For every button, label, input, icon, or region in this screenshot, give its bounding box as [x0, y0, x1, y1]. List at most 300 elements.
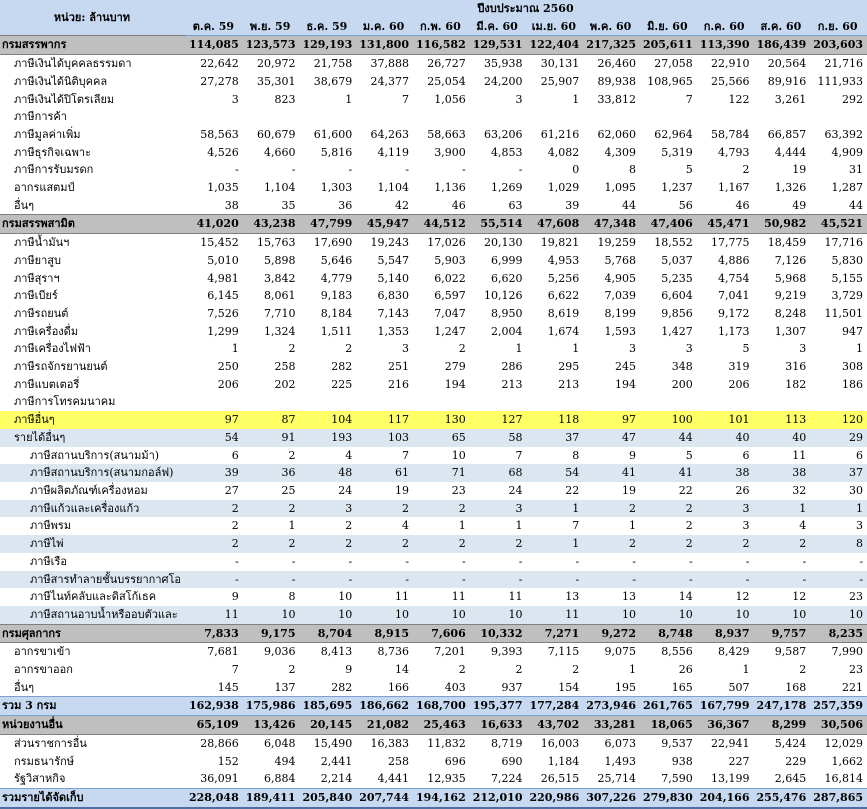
row-label: ภาษีสุราฯ — [14, 271, 60, 285]
value-cell: 6,999 — [491, 253, 523, 267]
table-row — [0, 588, 867, 606]
value-cell: 7 — [572, 519, 580, 533]
value-cell: 186 — [842, 377, 864, 391]
value-cell: 23 — [849, 590, 864, 604]
value-cell: 26 — [678, 663, 693, 677]
value-cell: 2 — [470, 535, 527, 553]
value-cell: 206 — [217, 377, 239, 391]
value-cell: 108,965 — [647, 74, 693, 88]
value-cell: 7,526 — [207, 306, 239, 320]
value-cell: 7,271 — [527, 624, 584, 643]
row-label: กรมสรรพากร — [0, 36, 186, 55]
value-cell: 15,452 — [200, 236, 239, 250]
value-cell: 4,909 — [831, 145, 864, 159]
value-cell: 204,166 — [697, 788, 754, 807]
value-cell: 250 — [217, 360, 239, 374]
unit-label: หน่วย: ล้านบาท — [0, 0, 186, 36]
value-cell: - — [291, 163, 296, 177]
value-cell: 168,700 — [413, 697, 470, 716]
row-label: ภาษีน้ำมันฯ — [14, 236, 70, 250]
value-cell: 7,224 — [491, 772, 523, 786]
value-cell: 8,413 — [320, 645, 353, 659]
value-cell: 129,193 — [300, 36, 357, 55]
row-label: กรมศุลกากร — [0, 624, 186, 643]
row-label: รัฐวิสาหกิจ — [14, 772, 66, 786]
value-cell: 227 — [728, 754, 750, 768]
value-cell: 11 — [186, 606, 243, 624]
month-header: เม.ย. 60 — [527, 18, 584, 36]
value-cell: 168 — [785, 680, 807, 694]
fiscal-year-header: ปีงบประมาณ 2560 — [186, 0, 867, 18]
value-cell: 47,406 — [640, 215, 697, 234]
table-row — [0, 179, 867, 197]
value-cell: 258 — [274, 360, 296, 374]
table-row — [0, 553, 867, 571]
value-cell: 30 — [849, 483, 864, 497]
value-cell: 49 — [792, 198, 807, 212]
month-header: ก.ค. 60 — [697, 18, 754, 36]
value-cell: 206 — [728, 377, 750, 391]
value-cell: 44 — [640, 429, 697, 447]
row-label: อากรขาออก — [14, 663, 73, 677]
value-cell: 5,547 — [377, 253, 409, 267]
value-cell: 292 — [842, 92, 864, 106]
table-row — [0, 55, 867, 73]
value-cell: 4 — [345, 448, 353, 462]
value-cell: 4,905 — [604, 271, 636, 285]
value-cell: 63 — [508, 198, 523, 212]
value-cell: 55,514 — [470, 215, 527, 234]
value-cell: 97 — [583, 411, 640, 429]
header-row-fiscal-year — [0, 0, 867, 18]
value-cell: 130 — [413, 411, 470, 429]
value-cell: - — [632, 554, 636, 568]
value-cell: 19,243 — [370, 236, 409, 250]
value-cell: 4,444 — [774, 145, 807, 159]
value-cell: - — [527, 571, 584, 589]
value-cell: 2 — [288, 448, 296, 462]
value-cell: 11 — [451, 590, 466, 604]
value-cell: 3 — [470, 500, 527, 518]
value-cell: 5,256 — [547, 271, 580, 285]
value-cell: 3,842 — [264, 271, 296, 285]
row-label: รวมรายได้จัดเก็บ — [0, 788, 186, 807]
value-cell — [186, 393, 243, 411]
value-cell: 23 — [849, 663, 864, 677]
value-cell: 44 — [849, 198, 864, 212]
value-cell: 216 — [388, 377, 409, 391]
value-cell: 8,061 — [264, 289, 296, 303]
row-label: ภาษีรถจักรยานยนต์ — [14, 360, 108, 374]
value-cell: 2 — [186, 535, 243, 553]
value-cell: 166 — [388, 680, 409, 694]
value-cell: 41,020 — [186, 215, 243, 234]
value-cell: 2,214 — [320, 772, 353, 786]
value-cell: 5,319 — [661, 145, 693, 159]
value-cell: 7,201 — [434, 645, 466, 659]
value-cell: 8,719 — [491, 736, 523, 750]
table-row — [0, 661, 867, 679]
value-cell: 8,748 — [640, 624, 697, 643]
value-cell: - — [413, 571, 470, 589]
value-cell — [243, 108, 300, 126]
table-row — [0, 571, 867, 589]
value-cell: 1,353 — [377, 324, 409, 338]
value-cell: 71 — [413, 464, 470, 482]
value-cell: 7,590 — [661, 772, 693, 786]
value-cell: 1 — [810, 500, 867, 518]
value-cell: 403 — [444, 680, 466, 694]
table-row — [0, 643, 867, 661]
value-cell: 10 — [754, 606, 811, 624]
value-cell: 5,235 — [661, 271, 693, 285]
month-header: ม.ค. 60 — [356, 18, 413, 36]
value-cell: 152 — [217, 754, 239, 768]
month-header: ก.ย. 60 — [810, 18, 867, 36]
value-cell: 3 — [300, 500, 357, 518]
row-label: ภาษีการโทรคมนาคม — [14, 395, 116, 409]
value-cell: 11 — [395, 590, 409, 604]
value-cell: 11,832 — [427, 736, 466, 750]
value-cell: 123,573 — [243, 36, 300, 55]
value-cell: 5,140 — [377, 271, 409, 285]
value-cell: 207,744 — [356, 788, 413, 807]
value-cell: 13 — [622, 590, 636, 604]
value-cell: 31 — [849, 163, 864, 177]
row-label: ภาษีการค้า — [14, 110, 67, 124]
table-row — [0, 753, 867, 771]
value-cell: 25,907 — [540, 74, 580, 88]
value-cell: 217,325 — [583, 36, 640, 55]
value-cell: 6 — [742, 448, 750, 462]
value-cell: 87 — [243, 411, 300, 429]
value-cell: 205,840 — [300, 788, 357, 807]
month-header: ต.ค. 59 — [186, 18, 243, 36]
value-cell: 18,459 — [767, 236, 807, 250]
value-cell: 228,048 — [186, 788, 243, 807]
value-cell: 8 — [572, 448, 580, 462]
value-cell: 287,865 — [810, 788, 867, 807]
table-row — [0, 126, 867, 144]
value-cell: 37 — [527, 429, 584, 447]
value-cell: 194 — [615, 377, 636, 391]
row-label: ภาษีเครื่องดื่ม — [14, 324, 79, 338]
value-cell: 245 — [615, 360, 636, 374]
value-cell: 1,247 — [434, 324, 466, 338]
value-cell: - — [697, 571, 754, 589]
value-cell: 319 — [728, 360, 750, 374]
value-cell: 27,058 — [654, 57, 693, 71]
value-cell: 938 — [671, 754, 693, 768]
value-cell: 37 — [810, 464, 867, 482]
value-cell — [413, 108, 470, 126]
value-cell: 26,727 — [427, 57, 466, 71]
value-cell: 162,938 — [186, 697, 243, 716]
value-cell: 1,237 — [661, 181, 693, 195]
value-cell — [186, 108, 243, 126]
value-cell: 10 — [451, 448, 466, 462]
value-cell: 41 — [583, 464, 640, 482]
value-cell: 257,359 — [810, 697, 867, 716]
value-cell: 2 — [742, 163, 750, 177]
value-cell: 12 — [735, 590, 750, 604]
row-label: ภาษีแก้วและเครื่องแก้ว — [0, 500, 186, 518]
value-cell: 50,982 — [754, 215, 811, 234]
value-cell: 251 — [388, 360, 409, 374]
value-cell: 5,768 — [604, 253, 636, 267]
value-cell: 113,390 — [697, 36, 754, 55]
value-cell: 194 — [444, 377, 466, 391]
table-row — [0, 482, 867, 500]
value-cell: 38 — [697, 464, 754, 482]
value-cell: 5,424 — [774, 736, 807, 750]
value-cell: 1,427 — [661, 324, 693, 338]
value-cell: 7,047 — [434, 306, 466, 320]
value-cell: 3 — [231, 92, 239, 106]
value-cell: 8,184 — [320, 306, 353, 320]
value-cell: 9,219 — [774, 289, 807, 303]
value-cell: 1 — [345, 92, 353, 106]
value-cell: 255,476 — [754, 788, 811, 807]
value-cell: 1,326 — [774, 181, 807, 195]
value-cell: 6,884 — [264, 772, 296, 786]
value-cell: 4,981 — [207, 271, 239, 285]
value-cell — [810, 108, 867, 126]
value-cell: 12,029 — [824, 736, 864, 750]
row-label: หน่วยงานอื่น — [0, 716, 186, 735]
row-label: กรมสรรพสามิต — [0, 215, 186, 234]
value-cell: 6,604 — [661, 289, 693, 303]
value-cell: 38 — [754, 464, 811, 482]
value-cell: 258 — [388, 754, 409, 768]
row-label: ภาษีแบตเตอรี่ — [14, 377, 80, 391]
value-cell: 7,126 — [774, 253, 807, 267]
row-label: ภาษีอื่นๆ — [0, 411, 186, 429]
value-cell: 9 — [231, 590, 239, 604]
value-cell: 118 — [527, 411, 584, 429]
value-cell: 823 — [274, 92, 296, 106]
value-cell: 47 — [583, 429, 640, 447]
value-cell: 10 — [470, 606, 527, 624]
value-cell: 12,935 — [427, 772, 466, 786]
value-cell: 1,324 — [264, 324, 296, 338]
value-cell: 690 — [501, 754, 523, 768]
month-header: ธ.ค. 59 — [300, 18, 357, 36]
value-cell: 7,833 — [186, 624, 243, 643]
value-cell: 3,261 — [774, 92, 807, 106]
value-cell: 2,441 — [320, 754, 353, 768]
value-cell: 6,022 — [434, 271, 466, 285]
value-cell: 8,248 — [774, 306, 807, 320]
value-cell: 4 — [402, 519, 409, 533]
value-cell: 1,303 — [320, 181, 353, 195]
value-cell: 13,426 — [243, 716, 300, 735]
value-cell: - — [689, 554, 693, 568]
table-row — [0, 323, 867, 341]
value-cell: 11 — [527, 606, 584, 624]
table-row — [0, 376, 867, 394]
value-cell: 2,004 — [491, 324, 523, 338]
value-cell: 33,281 — [583, 716, 640, 735]
value-cell: 696 — [444, 754, 466, 768]
value-cell: 120 — [810, 411, 867, 429]
value-cell: 40 — [754, 429, 811, 447]
value-cell: 3 — [629, 342, 636, 356]
value-cell: 1 — [515, 342, 523, 356]
value-cell: 63,392 — [824, 127, 864, 141]
value-cell: 186,439 — [754, 36, 811, 55]
value-cell: 24,377 — [370, 74, 409, 88]
value-cell: 63,206 — [484, 127, 523, 141]
value-cell: 2 — [583, 500, 640, 518]
value-cell: - — [518, 163, 523, 177]
value-cell: 1,095 — [604, 181, 636, 195]
value-cell: 7 — [231, 663, 239, 677]
value-cell: 1 — [288, 519, 296, 533]
subtotal-row — [0, 697, 867, 716]
value-cell: 3 — [856, 519, 864, 533]
value-cell: 35,938 — [484, 57, 523, 71]
value-cell: 1,299 — [207, 324, 239, 338]
value-cell: 11 — [792, 448, 807, 462]
value-cell: 2 — [458, 342, 466, 356]
value-cell: 65,109 — [186, 716, 243, 735]
value-cell: - — [859, 554, 864, 568]
value-cell: 6,073 — [604, 736, 636, 750]
value-cell: - — [235, 163, 239, 177]
value-cell: 5 — [685, 448, 693, 462]
table-row — [0, 252, 867, 270]
row-label: ภาษีรถยนต์ — [14, 306, 69, 320]
value-cell: 129,531 — [470, 36, 527, 55]
value-cell: 8,429 — [718, 645, 750, 659]
value-cell: 3 — [799, 342, 807, 356]
value-cell: 221 — [842, 680, 864, 694]
value-cell — [640, 108, 697, 126]
value-cell: 36 — [243, 464, 300, 482]
value-cell: 1,173 — [718, 324, 750, 338]
value-cell: 1,493 — [604, 754, 636, 768]
value-cell: 0 — [572, 163, 580, 177]
value-cell: 154 — [558, 680, 580, 694]
value-cell: 165 — [671, 680, 693, 694]
value-cell: 8,736 — [377, 645, 409, 659]
value-cell: 205,611 — [640, 36, 697, 55]
table-row — [0, 411, 867, 429]
table-row — [0, 340, 867, 358]
value-cell: 3,729 — [831, 289, 864, 303]
value-cell: 1,104 — [264, 181, 296, 195]
value-cell: 66,857 — [767, 127, 807, 141]
dept-row — [0, 624, 867, 643]
value-cell: 1,269 — [491, 181, 523, 195]
value-cell: 12 — [792, 590, 807, 604]
value-cell: 41 — [640, 464, 697, 482]
value-cell: 28,866 — [200, 736, 239, 750]
value-cell: 8,199 — [604, 306, 636, 320]
value-cell: 19,259 — [597, 236, 636, 250]
value-cell: 58,784 — [711, 127, 750, 141]
value-cell: 54 — [527, 464, 584, 482]
value-cell: 229 — [785, 754, 807, 768]
value-cell: 33,812 — [597, 92, 636, 106]
value-cell: 4,953 — [547, 253, 580, 267]
value-cell: 8,299 — [754, 716, 811, 735]
value-cell: 25,566 — [711, 74, 750, 88]
value-cell: 1 — [754, 500, 811, 518]
value-cell: 24 — [338, 483, 353, 497]
value-cell: - — [356, 571, 413, 589]
value-cell: - — [300, 571, 357, 589]
value-cell: 308 — [842, 360, 864, 374]
value-cell — [697, 108, 754, 126]
value-cell: 5,155 — [831, 271, 864, 285]
value-cell: 2 — [754, 535, 811, 553]
value-cell: 39 — [565, 198, 580, 212]
value-cell — [810, 393, 867, 411]
value-cell: 47,608 — [527, 215, 584, 234]
value-cell: 1,029 — [547, 181, 580, 195]
value-cell: 212,010 — [470, 788, 527, 807]
month-header: มี.ค. 60 — [470, 18, 527, 36]
value-cell: 22,642 — [200, 57, 239, 71]
value-cell: 19 — [622, 483, 636, 497]
value-cell: 494 — [274, 754, 296, 768]
value-cell: 9,856 — [661, 306, 693, 320]
value-cell: 1,035 — [207, 181, 239, 195]
value-cell: - — [518, 554, 523, 568]
value-cell: 7,990 — [831, 645, 864, 659]
value-cell: 1,136 — [434, 181, 466, 195]
value-cell: 22 — [678, 483, 693, 497]
value-cell: 279 — [444, 360, 466, 374]
value-cell: 17,690 — [313, 236, 353, 250]
table-row — [0, 91, 867, 109]
value-cell: 44 — [622, 198, 636, 212]
value-cell: 2 — [356, 500, 413, 518]
value-cell: 8 — [629, 163, 636, 177]
value-cell: 4,441 — [377, 772, 409, 786]
value-cell: 58,663 — [427, 127, 466, 141]
value-cell: 103 — [356, 429, 413, 447]
value-cell: 1,184 — [547, 754, 580, 768]
value-cell: 89,916 — [767, 74, 807, 88]
value-cell: 30,506 — [810, 716, 867, 735]
value-cell: 104 — [300, 411, 357, 429]
value-cell: 7,681 — [207, 645, 239, 659]
value-cell: 195 — [615, 680, 636, 694]
value-cell: 1 — [515, 519, 523, 533]
value-cell: 60,679 — [257, 127, 296, 141]
value-cell: 21,758 — [313, 57, 353, 71]
value-cell: 127 — [470, 411, 527, 429]
value-cell: 947 — [842, 324, 864, 338]
value-cell: - — [583, 571, 640, 589]
value-cell: 29 — [810, 429, 867, 447]
value-cell: 22 — [565, 483, 580, 497]
table-row — [0, 393, 867, 411]
value-cell: 7,039 — [604, 289, 636, 303]
value-cell — [470, 108, 527, 126]
value-cell: 2 — [458, 663, 466, 677]
value-cell: 9,183 — [320, 289, 353, 303]
row-label: อากรแสตมป์ — [14, 181, 75, 195]
value-cell: 213 — [501, 377, 523, 391]
value-cell: 1 — [742, 663, 750, 677]
value-cell: 42 — [395, 198, 409, 212]
value-cell: - — [745, 554, 750, 568]
value-cell: 6,597 — [434, 289, 466, 303]
